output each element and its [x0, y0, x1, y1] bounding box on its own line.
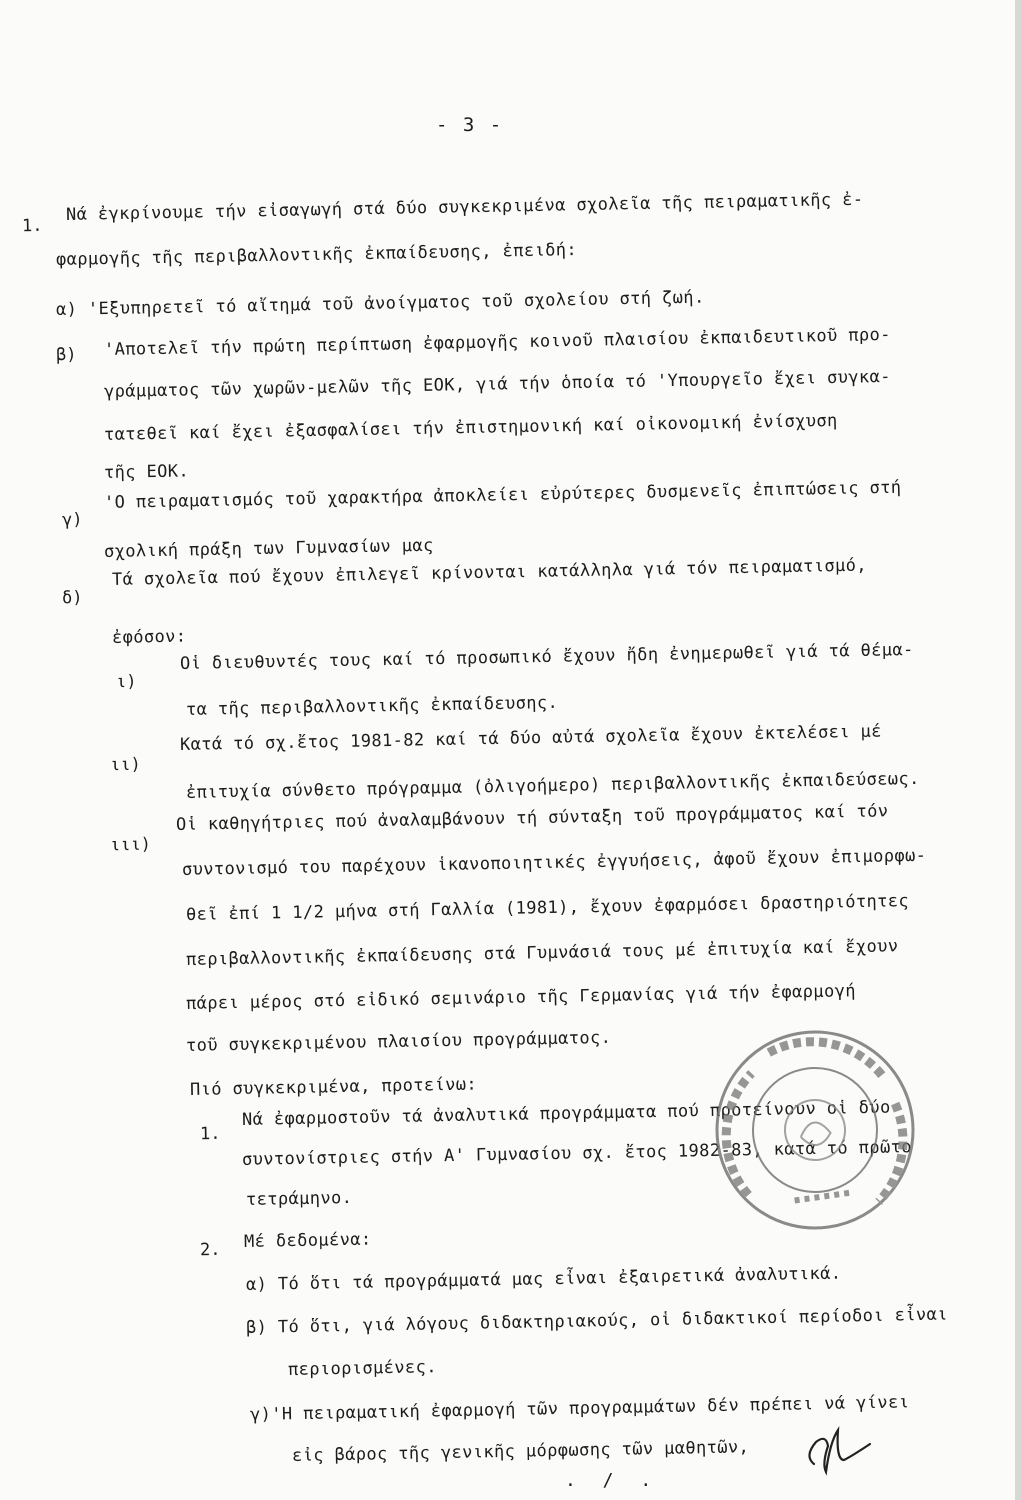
text-line: α) Τό ὅτι τά προγράμματά μας εἶναι ἐξαιρετικά ἀναλυτικά.: [245, 1263, 842, 1295]
proposal-number: 1.: [199, 1123, 221, 1145]
text-line: εἰς βάρος τῆς γενικῆς μόρφωσης τῶν μαθητῶν,: [291, 1437, 750, 1466]
page-edge-shadow: [1015, 0, 1021, 1500]
text-line: α) 'Εξυπηρετεῖ τό αἴτημά τοῦ ἀνοίγματος τοῦ σχολείου στή ζωή.: [55, 287, 705, 320]
point-label: β): [55, 344, 77, 366]
text-line: Πιό συγκεκριμένα, προτείνω:: [189, 1074, 478, 1100]
subpoint-label: ιιι): [109, 834, 152, 856]
text-line: φαρμογῆς τῆς περιβαλλοντικῆς ἐκπαίδευσης, ἐπειδή:: [55, 239, 578, 270]
text-line: Τά σχολεῖα πού ἔχουν ἐπιλεγεῖ κρίνονται κατάλληλα γιά τόν πειραματισμό,: [111, 555, 868, 590]
point-label: γ): [61, 509, 83, 531]
text-line: πάρει μέρος στό εἰδικό σεμινάριο τῆς Γερμανίας γιά τήν ἐφαρμογή: [185, 981, 857, 1014]
official-stamp-icon: [696, 1011, 933, 1248]
text-line: Οἱ διευθυντές τους καί τό προσωπικό ἔχουν ἤδη ἐνημερωθεῖ γιά τά θέμα-: [179, 639, 914, 674]
text-line: γ)'Η πειραματική ἐφαρμογή τῶν προγραμμάτων δέν πρέπει νά γίνει: [249, 1392, 910, 1425]
subpoint-label: ι): [115, 671, 137, 693]
text-line: τοῦ συγκεκριμένου πλαισίου προγράμματος.: [185, 1027, 612, 1056]
text-line: 'Ο πειραματισμός τοῦ χαρακτήρα ἀποκλείει εὐρύτερες δυσμενεῖς ἐπιπτώσεις στή: [103, 477, 902, 513]
text-line: θεῖ ἐπί 1 1/2 μήνα στή Γαλλία (1981), ἔχουν ἐφαρμόσει δραστηριότητες: [185, 891, 910, 925]
text-line: Κατά τό σχ.ἔτος 1981-82 καί τά δύο αὐτά σχολεῖα ἔχουν ἐκτελέσει μέ: [179, 721, 882, 755]
signature-icon: [800, 1418, 880, 1478]
text-line: β) Τό ὅτι, γιά λόγους διδακτηριακούς, οἱ διδακτικοί περίοδοι εἶναι: [245, 1304, 948, 1338]
text-line: Νά ἐγκρίνουμε τήν εἰσαγωγή στά δύο συγκεκριμένα σχολεῖα τῆς πειραματικῆς ἐ-: [65, 189, 864, 225]
text-line: Οἱ καθηγήτριες πού ἀναλαμβάνουν τή σύνταξη τοῦ προγράμματος καί τόν: [175, 801, 889, 835]
page-number: - 3 -: [436, 114, 504, 136]
continued-mark: . / .: [565, 1470, 660, 1491]
proposal-number: 2.: [199, 1239, 221, 1261]
text-line: σχολική πράξη των Γυμνασίων μας: [103, 535, 434, 562]
text-line: Μέ δεδομένα:: [243, 1229, 372, 1252]
text-line: ἐφόσον:: [111, 626, 187, 648]
text-line: περιβαλλοντικῆς ἐκπαίδευσης στά Γυμνάσιά τους μέ ἐπιτυχία καί ἔχουν: [185, 936, 899, 970]
text-line: Νά ἐφαρμοστοῦν τά ἀναλυτικά προγράμματα πού προτείνουν οἱ δύο: [241, 1097, 891, 1130]
text-line: τετράμηνο.: [245, 1187, 353, 1210]
text-line: συντονισμό του παρέχουν ἱκανοποιητικές ἐγγυήσεις, ἀφοῦ ἔχουν ἐπιμορφω-: [181, 845, 927, 880]
text-line: τῆς ΕΟΚ.: [103, 461, 190, 483]
text-line: τατεθεῖ καί ἔχει ἐξασφαλίσει τήν ἐπιστημονική καί οἰκονομική ἐνίσχυση: [103, 410, 838, 445]
point-label: δ): [61, 587, 83, 609]
text-line: 'Αποτελεῖ τήν πρώτη περίπτωση ἐφαρμογῆς κοινοῦ πλαισίου ἐκπαιδευτικοῦ προ-: [103, 324, 892, 360]
text-line: περιορισμένες.: [287, 1357, 438, 1380]
text-line: συντονίστριες στήν Α' Γυμνασίου σχ. ἔτος 1982-83, κατά τό πρῶτο: [241, 1137, 913, 1170]
text-line: τα τῆς περιβαλλοντικῆς ἐκπαίδευσης.: [185, 692, 559, 720]
text-line: ἐπιτυχία σύνθετο πρόγραμμα (ὀλιγοήμερο) περιβαλλοντικῆς ἐκπαιδεύσεως.: [185, 768, 920, 803]
subpoint-label: ιι): [109, 754, 141, 776]
item-number: 1.: [21, 215, 43, 237]
text-line: γράμματος τῶν χωρῶν-μελῶν τῆς ΕΟΚ, γιά τήν ὁποία τό 'Υπουργεῖο ἔχει συγκα-: [103, 366, 892, 402]
